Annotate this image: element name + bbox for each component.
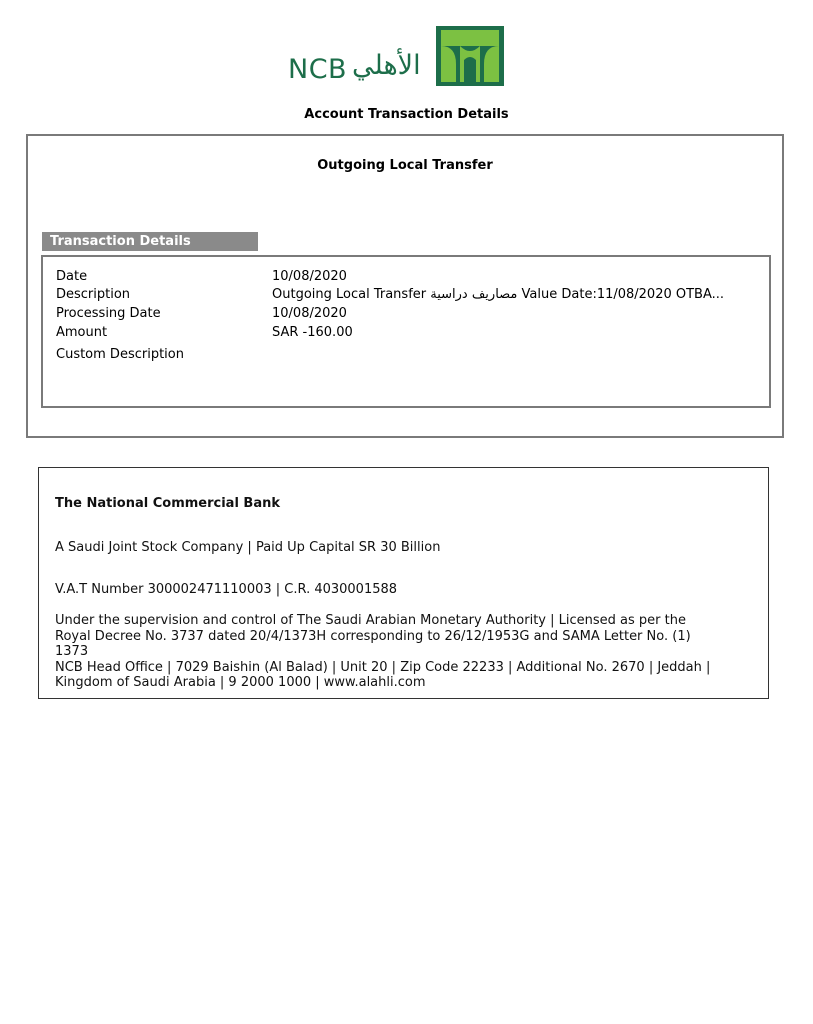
address-line: NCB Head Office | 7029 Baishin (Al Balad) | Unit 20 | Zip Code 22233 | Additional No. 2670 | Jeddah |	[55, 659, 711, 675]
detail-label: Custom Description	[56, 347, 184, 362]
detail-label: Date	[56, 269, 88, 284]
detail-value: 10/08/2020	[272, 269, 347, 284]
supervision-line: Royal Decree No. 3737 dated 20/4/1373H corresponding to 26/12/1953G and SAMA Letter No. (1)	[55, 628, 691, 644]
supervision-line: 1373	[55, 644, 89, 659]
logo-text: NCB	[288, 54, 348, 85]
bank-footer	[38, 467, 769, 699]
detail-value: Outgoing Local Transfer مصاريف دراسية Value Date:11/08/2020 OTBA...	[272, 287, 725, 302]
details-box	[41, 255, 771, 408]
logo-arabic-text: الأهلي	[352, 50, 421, 81]
bank-name: The National Commercial Bank	[55, 496, 281, 511]
transfer-title: Outgoing Local Transfer	[317, 158, 493, 173]
address-line: Kingdom of Saudi Arabia | 9 2000 1000 | www.alahli.com	[55, 675, 426, 690]
transaction-panel	[26, 134, 784, 438]
page-title: Account Transaction Details	[304, 107, 509, 122]
detail-value: 10/08/2020	[272, 306, 347, 321]
supervision-line: Under the supervision and control of The Saudi Arabian Monetary Authority | Licensed as per the	[55, 613, 686, 628]
detail-label: Amount	[56, 325, 108, 340]
ncb-logo	[286, 26, 508, 90]
detail-label: Processing Date	[56, 306, 161, 321]
company-line: A Saudi Joint Stock Company | Paid Up Capital SR 30 Billion	[55, 540, 441, 555]
vat-line: V.A.T Number 300002471110003 | C.R. 4030001588	[55, 582, 398, 597]
ncb-logo-mark-icon	[436, 26, 504, 86]
detail-value: SAR -160.00	[272, 325, 353, 340]
section-label: Transaction Details	[42, 232, 258, 251]
detail-label: Description	[56, 287, 131, 302]
